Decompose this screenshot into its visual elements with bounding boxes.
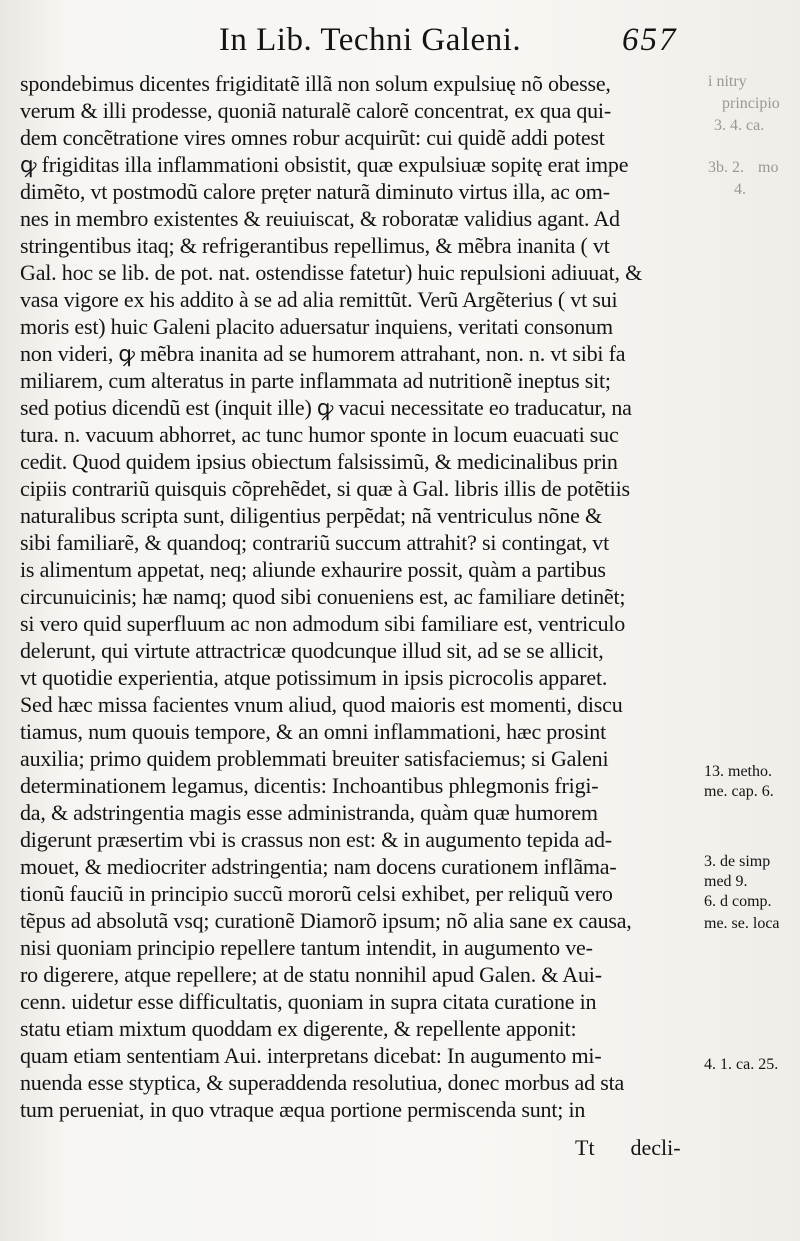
bleed-through-text: 3. 4. ca. xyxy=(714,117,765,134)
text-line: dimẽto, vt postmodũ calore pręter naturã diminuto virtus illa, ac om- xyxy=(20,179,610,204)
text-line: nuenda esse styptica, & superaddenda resolutiua, donec morbus ad sta xyxy=(20,1070,625,1095)
text-line: is alimentum appetat, neq; aliunde exhaurire possit, quàm a partibus xyxy=(20,557,606,582)
text-line: statu etiam mixtum quoddam ex digerente, & repellente apponit: xyxy=(20,1016,577,1041)
text-line: spondebimus dicentes frigiditatẽ illã non solum expulsiuę nõ obesse, xyxy=(20,71,611,96)
text-line: cedit. Quod quidem ipsius obiectum falsissimũ, & medicinalibus prin xyxy=(20,449,618,474)
signature-mark: Tt xyxy=(575,1135,595,1160)
text-line: cenn. uidetur esse difficultatis, quoniam in supra citata curatione in xyxy=(20,989,597,1014)
text-line: tura. n. vacuum abhorret, ac tunc humor sponte in locum euacuati suc xyxy=(20,422,619,447)
text-line: circunuicinis; hæ namq; quod sibi conueniens est, ac familiare detinẽt; xyxy=(20,584,626,609)
bleed-through-text: mo xyxy=(758,159,779,176)
text-line: stringentibus itaq; & refrigerantibus repellimus, & mẽbra inanita ( vt xyxy=(20,233,610,258)
text-line: verum & illi prodesse, quoniã naturalẽ calorẽ concentrat, ex qua qui- xyxy=(20,98,611,123)
text-line: sed potius dicendũ est (inquit ille) ꝙ vacui necessitate eo traducatur, na xyxy=(20,395,632,420)
text-line: naturalibus scripta sunt, diligentius perpẽdat; nã ventriculus nõne & xyxy=(20,503,602,528)
main-text-block xyxy=(20,70,700,1123)
page-number: 657 xyxy=(622,22,678,58)
text-line: vasa vigore ex his addito à se ad alia remittũt. Verũ Argẽterius ( vt sui xyxy=(20,287,618,312)
text-line: delerunt, qui virtute attractricæ quodcunque illud sit, ad se se allicit, xyxy=(20,638,604,663)
bleed-through-text: 3b. 2. xyxy=(708,159,744,176)
text-line: sibi familiarẽ, & quandoq; contrariũ succum attrahit? si contingat, vt xyxy=(20,530,610,555)
text-line: cipiis contrariũ quisquis cõprehẽdet, si quæ à Gal. libris illis de potẽtiis xyxy=(20,476,630,501)
text-line: ꝙ frigiditas illa inflammationi obsistit, quæ expulsiuæ sopitę erat impe xyxy=(20,152,629,177)
text-line: miliarem, cum alteratus in parte inflammata ad nutritionẽ ineptus sit; xyxy=(20,368,611,393)
text-line: digerunt præsertim vbi is crassus non est: & in augumento tepida ad- xyxy=(20,827,612,852)
bleed-through-text: i nitry xyxy=(708,73,747,90)
marginal-note: me. se. loca xyxy=(704,915,780,932)
text-line: determinationem legamus, dicentis: Inchoantibus phlegmonis frigi- xyxy=(20,773,599,798)
text-line: Gal. hoc se lib. de pot. nat. ostendisse fatetur) huic repulsioni adiuuat, & xyxy=(20,260,643,285)
text-line: vt quotidie experientia, atque potissimum in ipsis picrocolis apparet. xyxy=(20,665,608,690)
text-line: si vero quid superfluum ac non admodum sibi familiare est, ventriculo xyxy=(20,611,626,636)
text-line: Sed hæc missa facientes vnum aliud, quod maioris est momenti, discu xyxy=(20,692,623,717)
marginal-note: med 9. xyxy=(704,873,748,890)
text-line: non videri, ꝙ mẽbra inanita ad se humorem attrahant, non. n. vt sibi fa xyxy=(20,341,626,366)
catchword: decli- xyxy=(630,1135,681,1160)
text-line: ro digerere, atque repellere; at de statu nonnihil apud Galen. & Aui- xyxy=(20,962,602,987)
text-line: nisi quoniam principio repellere tantum intendit, in augumento ve- xyxy=(20,935,593,960)
text-line: tiamus, num quouis tempore, & an omni inflammationi, hæc prosint xyxy=(20,719,607,744)
text-line: tẽpus ad absolutã vsq; curationẽ Diamorõ ipsum; nõ alia sane ex causa, xyxy=(20,908,632,933)
marginal-note: 6. d comp. xyxy=(704,893,772,910)
marginal-note: 13. metho. xyxy=(704,763,772,780)
text-line: moris est) huic Galeni placito aduersatur inquiens, veritati consonum xyxy=(20,314,613,339)
bleed-through-text: 4. xyxy=(734,181,746,198)
text-line: auxilia; primo quidem problemmati breuiter satisfaciemus; si Galeni xyxy=(20,746,609,771)
text-line: dem concẽtratione vires omnes robur acquirũt: cui quidẽ addi potest xyxy=(20,125,605,150)
marginal-note: 3. de simp xyxy=(704,853,771,870)
text-line: mouet, & mediocriter adstringentia; nam docens curationem inflãma- xyxy=(20,854,617,879)
text-line: da, & adstringentia magis esse administranda, quàm quæ humorem xyxy=(20,800,598,825)
marginal-note: 4. 1. ca. 25. xyxy=(704,1056,779,1073)
footer-row xyxy=(575,1135,775,1161)
bleed-through-text: principio xyxy=(722,95,780,112)
running-head: In Lib. Techni Galeni. xyxy=(218,22,522,58)
marginal-note: me. cap. 6. xyxy=(704,783,774,800)
text-line: tionũ fauciũ in principio succũ mororũ celsi exhibet, per reliquũ vero xyxy=(20,881,613,906)
text-line: tum perueniat, in quo vtraque æqua portione permiscenda sunt; in xyxy=(20,1097,586,1122)
text-line: quam etiam sententiam Aui. interpretans dicebat: In augumento mi- xyxy=(20,1043,602,1068)
text-line: nes in membro existentes & reuiuiscat, & roboratæ validius agant. Ad xyxy=(20,206,620,231)
